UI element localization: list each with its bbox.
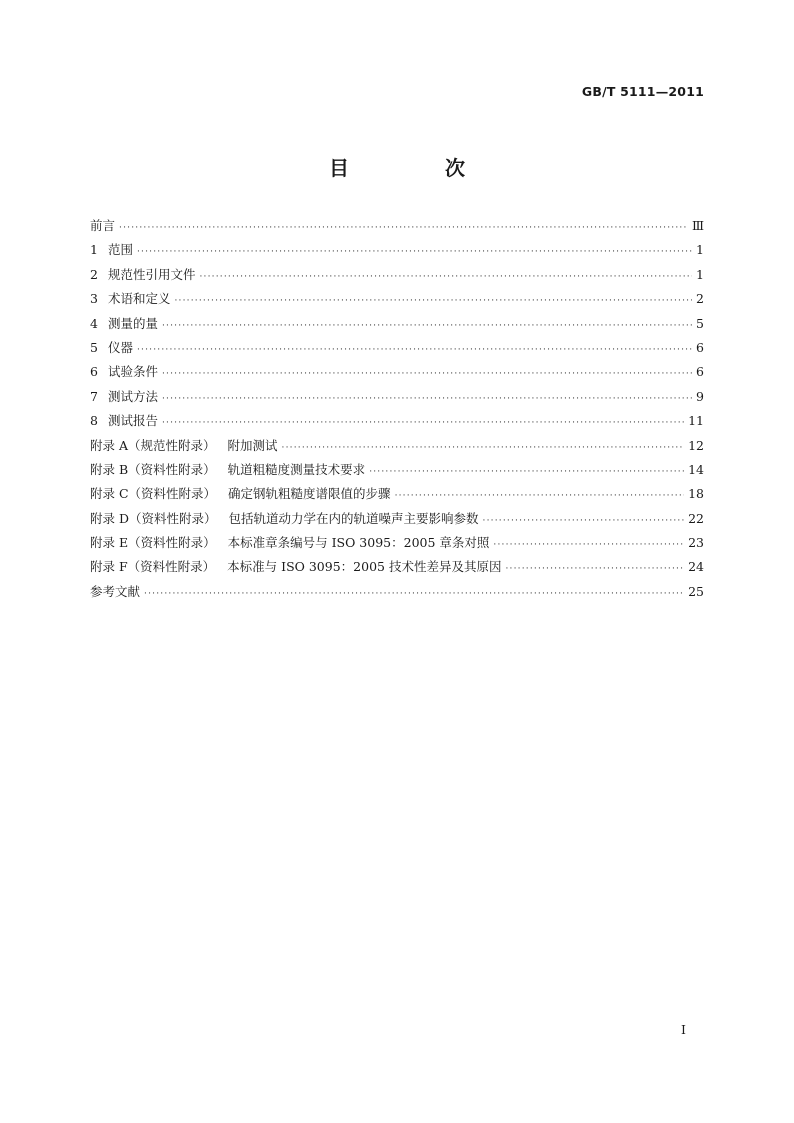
toc-entry-label: [90, 312, 162, 336]
toc-entry[interactable]: [90, 482, 704, 506]
toc-entry-title: 附加测试: [227, 437, 278, 453]
toc-section-number: 1: [90, 242, 98, 258]
toc-entry-label: [90, 409, 162, 433]
toc-entry-label: [90, 580, 144, 604]
toc-page-number: 11: [688, 413, 704, 429]
toc-entry-label: [90, 263, 199, 287]
toc-section-number: 2: [90, 266, 98, 282]
toc-page-number: 2: [696, 291, 704, 307]
toc-entry[interactable]: [90, 360, 704, 384]
toc-appendix-prefix: 附录 F（资料性附录）: [90, 559, 216, 575]
toc-entry-label: [90, 555, 505, 579]
toc-entry[interactable]: [90, 336, 704, 360]
toc-entry-label: [90, 507, 483, 531]
toc-entry-title: 规范性引用文件: [107, 266, 196, 282]
toc-entry-title: 仪器: [107, 339, 133, 355]
toc-page-number: Ⅲ: [691, 218, 704, 233]
toc-entry[interactable]: [90, 263, 704, 287]
toc-entry[interactable]: [90, 385, 704, 409]
toc-entry-title: 试验条件: [107, 364, 158, 380]
toc-entry-label: [90, 287, 174, 311]
toc-entry-title: 测试报告: [107, 413, 158, 429]
toc-entry-label: [90, 458, 369, 482]
toc-page-number: 12: [688, 437, 704, 453]
toc-page-number: 6: [696, 339, 704, 355]
table-of-contents: [90, 214, 704, 604]
toc-leader-dots: [137, 240, 692, 264]
toc-appendix-prefix: 附录 B（资料性附录）: [90, 461, 216, 477]
toc-entry-label: [90, 531, 493, 555]
standard-code: GB/T 5111—2011: [581, 84, 704, 99]
toc-page-number: 25: [688, 583, 704, 599]
toc-entry[interactable]: [90, 287, 704, 311]
toc-page-number: 23: [688, 535, 704, 551]
toc-entry-label: [90, 336, 137, 360]
toc-entry-title: 轨道粗糙度测量技术要求: [227, 461, 366, 477]
toc-entry[interactable]: [90, 214, 704, 238]
toc-leader-dots: [282, 436, 685, 460]
toc-entry-label: [90, 385, 162, 409]
toc-leader-dots: [369, 460, 684, 484]
toc-entry-label: [90, 214, 119, 238]
toc-entry[interactable]: [90, 409, 704, 433]
toc-entry[interactable]: [90, 238, 704, 262]
toc-page-number: 5: [696, 315, 704, 331]
toc-section-number: 7: [90, 388, 98, 404]
toc-section-number: 5: [90, 339, 98, 355]
toc-entry-title: 范围: [107, 242, 133, 258]
toc-leader-dots: [162, 314, 692, 338]
toc-entry-title: 测试方法: [107, 388, 158, 404]
toc-entry-label: [90, 238, 137, 262]
toc-leader-dots: [505, 557, 684, 581]
page-title: 目 次: [329, 156, 503, 180]
toc-entry-label: [90, 434, 282, 458]
toc-entry-title: 测量的量: [107, 315, 158, 331]
toc-leader-dots: [162, 411, 684, 435]
toc-page-number: 1: [696, 242, 704, 258]
toc-leader-dots: [144, 582, 684, 606]
toc-page-number: 9: [696, 388, 704, 404]
page-number: Ⅰ: [681, 1022, 686, 1037]
toc-leader-dots: [162, 387, 692, 411]
toc-entry-title: 本标准章条编号与 ISO 3095：2005 章条对照: [227, 535, 490, 551]
toc-entry[interactable]: [90, 312, 704, 336]
toc-appendix-prefix: 附录 D（资料性附录）: [90, 510, 217, 526]
toc-section-number: 4: [90, 315, 98, 331]
toc-page-number: 22: [688, 510, 704, 526]
toc-entry-title: 前言: [90, 218, 116, 233]
toc-section-number: 8: [90, 413, 98, 429]
toc-leader-dots: [137, 338, 692, 362]
toc-section-number: 3: [90, 291, 98, 307]
toc-leader-dots: [174, 289, 692, 313]
toc-page-number: 14: [688, 461, 704, 477]
toc-page-number: 24: [688, 559, 704, 575]
toc-entry[interactable]: [90, 458, 704, 482]
toc-leader-dots: [493, 533, 684, 557]
toc-entry-title: 本标准与 ISO 3095：2005 技术性差异及其原因: [227, 559, 502, 575]
toc-entry[interactable]: [90, 555, 704, 579]
toc-entry[interactable]: [90, 531, 704, 555]
toc-leader-dots: [483, 509, 685, 533]
toc-section-number: 6: [90, 364, 98, 380]
toc-entry-title: 参考文献: [90, 583, 141, 599]
toc-page-number: 18: [688, 486, 704, 502]
toc-leader-dots: [162, 362, 692, 386]
toc-entry-title: 术语和定义: [107, 291, 171, 307]
toc-entry-label: [90, 482, 395, 506]
toc-appendix-prefix: 附录 C（资料性附录）: [90, 486, 217, 502]
toc-entry-label: [90, 360, 162, 384]
toc-entry-title: 确定钢轨粗糙度谱限值的步骤: [228, 486, 391, 502]
toc-leader-dots: [119, 216, 688, 240]
toc-entry[interactable]: [90, 580, 704, 604]
toc-entry[interactable]: [90, 434, 704, 458]
toc-leader-dots: [199, 265, 692, 289]
toc-entry[interactable]: [90, 507, 704, 531]
toc-page-number: 6: [696, 364, 704, 380]
toc-leader-dots: [395, 484, 685, 508]
toc-appendix-prefix: 附录 A（规范性附录）: [90, 437, 216, 453]
toc-page-number: 1: [696, 266, 704, 282]
toc-appendix-prefix: 附录 E（资料性附录）: [90, 535, 216, 551]
toc-entry-title: 包括轨道动力学在内的轨道噪声主要影响参数: [228, 510, 479, 526]
